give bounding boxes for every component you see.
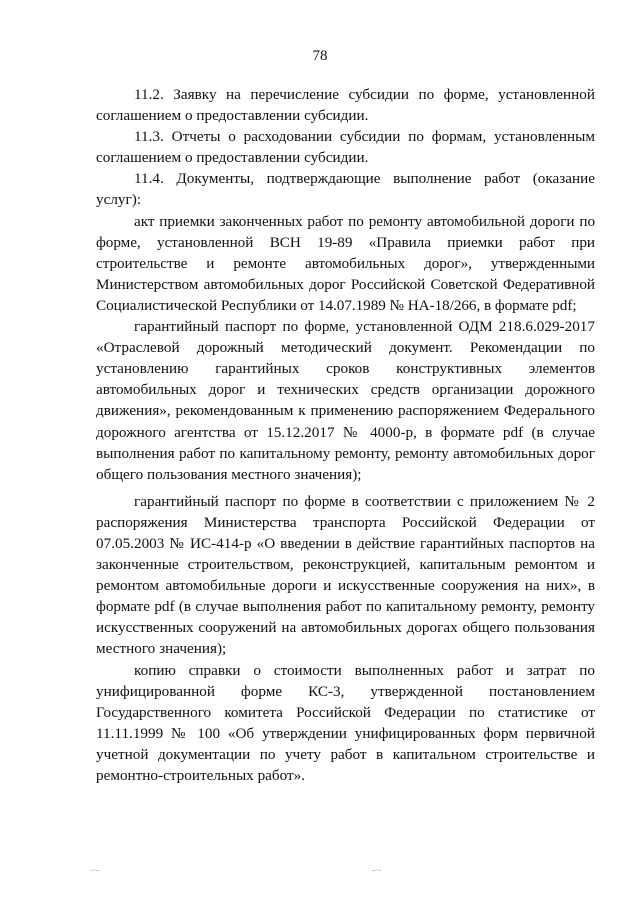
- paragraph-11-4: 11.4. Документы, подтверждающие выполнение работ (оказание услуг):: [96, 170, 595, 209]
- paragraph-acceptance-act: акт приемки законченных работ по ремонту автомобильной дороги по форме, установленной ВСН 19-89 «Правила приемки работ при строительстве и ремонте автомобильных дорог», утвержденными Министерством автомобильных дорог Российской Советской Федеративной Социалистической Республики от 14.07.1989 № НА-18/266, в формате pdf;: [96, 212, 595, 314]
- paragraph-11-2: 11.2. Заявку на перечисление субсидии по форме, установленной соглашением о предоставлении субсидии.: [96, 86, 595, 125]
- paragraph-11-3: 11.3. Отчеты о расходовании субсидии по формам, установленным соглашением о предоставлении субсидии.: [96, 128, 595, 167]
- paragraph-ks3-certificate: копию справки о стоимости выполненных работ и затрат по унифицированной форме КС-3, утвержденной постановлением Государственного комитета Российской Федерации по статистике от 11.11.1999 № 100 «Об утверждении унифицированных форм первичной учетной документации по учету работ в капитальном строительстве и ремонтно-строительных работ».: [96, 661, 595, 784]
- paragraph-guarantee-passport-odm: гарантийный паспорт по форме, установленной ОДМ 218.6.029-2017 «Отраслевой дорожный методический документ. Рекомендации по установлению гарантийных сроков конструктивных элементов автомобильных дорог и технических средств организации дорожного движения», рекомендованным к применению распоряжением Федерального дорожного агентства от 15.12.2017 № 4000-р, в формате pdf (в случае выполнения работ по капитальному ремонту, ремонту автомобильных дорог общего пользования местного значения);: [96, 318, 595, 483]
- paragraph-guarantee-passport-ministry: гарантийный паспорт по форме в соответствии с приложением № 2 распоряжения Министерства транспорта Российской Федерации от 07.05.2003 № ИС-414-р «О введении в действие гарантийных паспортов на законченные строительством, реконструкцией, капитальным ремонтом и ремонтом автомобильные дороги и искусственные сооружения на них», в формате pdf (в случае выполнения работ по капитальному ремонту, ремонту искусственных сооружений на автомобильных дорогах общего пользования местного значения);: [96, 492, 595, 658]
- scan-mark-left: –·–: [90, 866, 100, 874]
- scan-mark-center: –·–: [372, 866, 382, 874]
- document-body: [96, 84, 595, 786]
- page-number: 78: [312, 48, 328, 64]
